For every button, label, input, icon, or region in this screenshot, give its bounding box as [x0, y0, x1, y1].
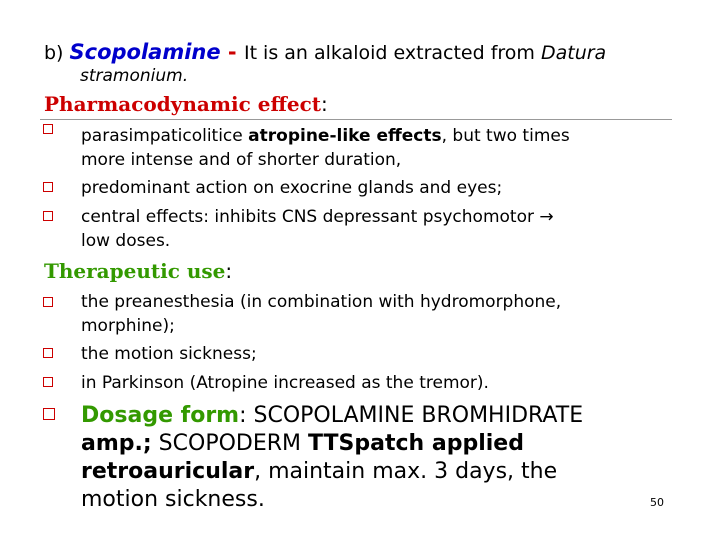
item-text: : SCOPOLAMINE BROMHIDRATE	[239, 403, 584, 428]
item-text: , maintain max. 3 days, the	[254, 459, 558, 484]
source-species: stramonium.	[80, 66, 189, 86]
title-dash: -	[220, 40, 244, 64]
title-description: It is an alkaloid extracted from	[243, 42, 541, 64]
item-bold-text: TTSpatch applied	[308, 431, 524, 456]
item-bold-text: atropine-like effects	[248, 126, 442, 146]
item-bold-text: retroauricular	[81, 459, 255, 484]
therapeutic-item-1	[81, 290, 561, 338]
therapeutic-item-3	[81, 371, 489, 395]
bullet-icon	[43, 182, 53, 192]
item-text: more intense and of shorter duration,	[81, 150, 402, 170]
bullet-icon	[43, 211, 53, 221]
item-text: parasimpaticolitice	[81, 126, 249, 146]
item-text: , but two times	[441, 126, 570, 146]
item-text: motion sickness.	[81, 487, 265, 512]
dosage-item	[81, 402, 583, 514]
bullet-icon	[43, 297, 53, 307]
source-genus: Datura	[540, 42, 607, 64]
bullet-icon	[43, 348, 53, 358]
bullet-icon	[43, 408, 55, 420]
pharmacodynamic-heading-text: Pharmacodynamic effect	[44, 92, 322, 116]
slide-title	[44, 40, 606, 64]
therapeutic-heading-text: Therapeutic use	[44, 259, 226, 283]
drug-name: Scopolamine	[69, 40, 221, 64]
pharmacodynamic-item-3	[81, 205, 554, 253]
page-number: 50	[650, 496, 664, 509]
item-text: in Parkinson (Atropine increased as the tremor).	[81, 373, 489, 393]
heading-colon: :	[225, 259, 233, 283]
therapeutic-heading	[44, 259, 232, 283]
therapeutic-item-2	[81, 342, 257, 366]
pharmacodynamic-item-1	[81, 124, 570, 172]
item-text: the preanesthesia (in combination with hydromorphone,	[81, 292, 562, 312]
bullet-icon	[43, 377, 53, 387]
bullet-icon	[43, 124, 53, 134]
item-text: the motion sickness;	[81, 344, 257, 364]
item-text: central effects: inhibits CNS depressant psychomotor →	[81, 207, 554, 227]
item-text: low doses.	[81, 231, 171, 251]
item-bold-text: amp.;	[81, 431, 152, 456]
item-text: predominant action on exocrine glands and eyes;	[81, 178, 503, 198]
title-prefix: b)	[44, 42, 70, 64]
heading-colon: :	[321, 92, 328, 116]
pharmacodynamic-item-2	[81, 176, 502, 200]
item-text: SCOPODERM	[151, 431, 309, 456]
item-text: morphine);	[81, 316, 175, 336]
pharmacodynamic-heading	[44, 92, 328, 116]
dosage-label: Dosage form	[81, 403, 240, 428]
divider-line	[40, 119, 672, 120]
